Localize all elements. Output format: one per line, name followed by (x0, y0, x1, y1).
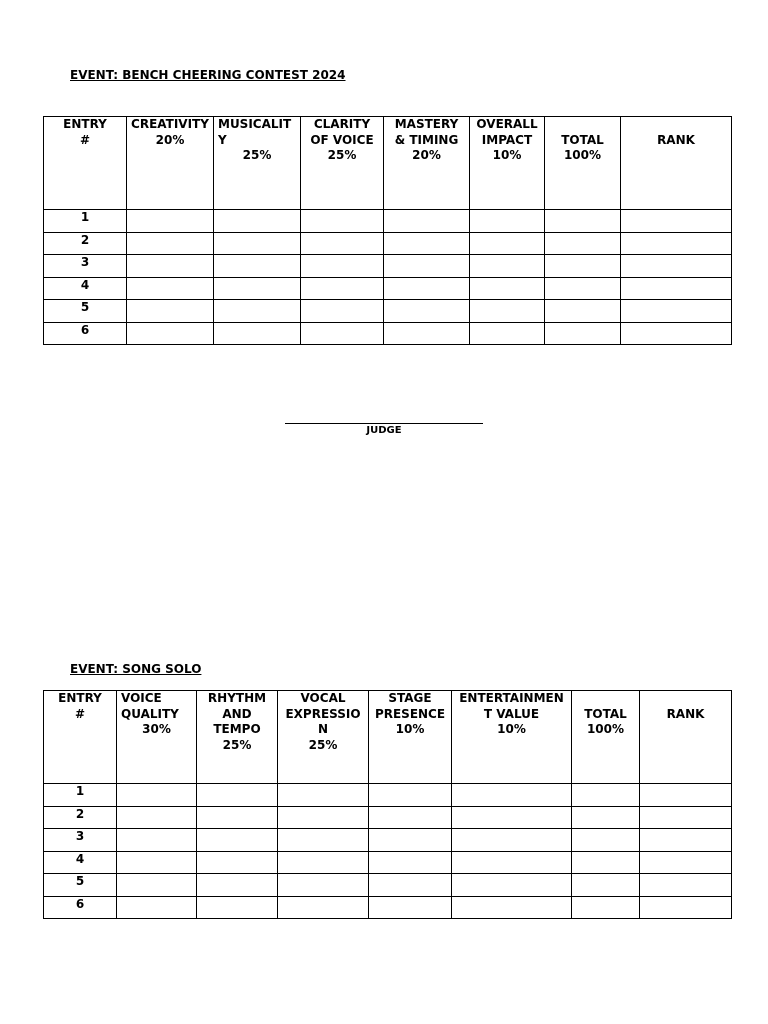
column-header-line: 25% (308, 737, 338, 752)
score-cell[interactable] (278, 851, 369, 874)
score-cell[interactable] (214, 322, 301, 345)
entry-number: 3 (44, 829, 117, 852)
table-row (44, 874, 732, 897)
score-cell[interactable] (384, 210, 470, 233)
score-cell[interactable] (369, 851, 452, 874)
entry-number: 6 (44, 322, 127, 345)
score-cell[interactable] (470, 277, 545, 300)
column-header (470, 117, 545, 210)
column-header-line: # (79, 132, 91, 147)
column-header-line: 20% (412, 148, 441, 162)
score-cell[interactable] (470, 322, 545, 345)
column-header-line: CREATIVITY (131, 117, 209, 131)
score-table-bench-cheering (43, 116, 732, 345)
column-header (572, 691, 640, 784)
column-header-line: RANK (666, 706, 705, 721)
column-header-line: VOCAL (300, 691, 346, 705)
column-header (452, 691, 572, 784)
column-header-line: T VALUE (483, 706, 540, 721)
score-cell[interactable] (545, 255, 621, 278)
entry-number: 5 (44, 874, 117, 897)
table-header-row (44, 117, 732, 210)
column-header (301, 117, 384, 210)
column-header-line: CLARITY (313, 117, 371, 131)
column-header-line: 10% (492, 148, 522, 162)
entry-number: 1 (44, 210, 127, 233)
score-cell[interactable] (301, 322, 384, 345)
column-header-line: TEMPO (213, 722, 261, 736)
score-cell[interactable] (117, 874, 197, 897)
column-header-line: 100% (586, 722, 625, 736)
score-cell[interactable] (278, 784, 369, 807)
score-cell[interactable] (369, 829, 452, 852)
score-table-song-solo (43, 690, 732, 919)
score-cell[interactable] (301, 300, 384, 323)
score-cell[interactable] (470, 255, 545, 278)
score-cell[interactable] (470, 300, 545, 323)
score-cell[interactable] (572, 784, 640, 807)
score-cell[interactable] (214, 277, 301, 300)
score-cell[interactable] (214, 210, 301, 233)
column-header-line: EXPRESSIO (285, 706, 361, 721)
column-header (545, 117, 621, 210)
score-cell[interactable] (384, 232, 470, 255)
column-header-line: TOTAL (584, 706, 627, 721)
score-cell[interactable] (117, 784, 197, 807)
table-row (44, 232, 732, 255)
score-cell[interactable] (640, 851, 732, 874)
score-cell[interactable] (621, 232, 732, 255)
score-cell[interactable] (572, 896, 640, 919)
column-header (278, 691, 369, 784)
entry-number: 1 (44, 784, 117, 807)
table-row (44, 806, 732, 829)
score-cell[interactable] (369, 806, 452, 829)
column-header-line: ENTERTAINMEN (459, 691, 564, 705)
column-header-line: STAGE (388, 691, 432, 705)
score-cell[interactable] (197, 851, 278, 874)
entry-number: 4 (44, 851, 117, 874)
score-cell[interactable] (572, 851, 640, 874)
score-cell[interactable] (621, 255, 732, 278)
column-header-line: MASTERY (394, 117, 459, 131)
judge-signature-line (285, 408, 483, 424)
score-cell[interactable] (621, 300, 732, 323)
score-cell[interactable] (369, 874, 452, 897)
score-cell[interactable] (545, 232, 621, 255)
score-cell[interactable] (621, 210, 732, 233)
column-header (127, 117, 214, 210)
table-row (44, 277, 732, 300)
column-header-line: OF VOICE (310, 132, 374, 147)
column-header (640, 691, 732, 784)
score-cell[interactable] (384, 322, 470, 345)
score-cell[interactable] (545, 322, 621, 345)
score-cell[interactable] (197, 874, 278, 897)
column-header-line: ENTRY (58, 691, 102, 705)
score-cell[interactable] (117, 829, 197, 852)
column-header-line: N (317, 722, 329, 736)
column-header-line: RANK (657, 132, 695, 147)
entry-number: 3 (44, 255, 127, 278)
score-cell[interactable] (452, 829, 572, 852)
score-cell[interactable] (640, 874, 732, 897)
column-header (384, 117, 470, 210)
score-cell[interactable] (301, 277, 384, 300)
score-cell[interactable] (127, 322, 214, 345)
score-cell[interactable] (117, 896, 197, 919)
score-cell[interactable] (572, 829, 640, 852)
score-cell[interactable] (278, 874, 369, 897)
score-cell[interactable] (214, 232, 301, 255)
score-cell[interactable] (127, 255, 214, 278)
score-cell[interactable] (301, 210, 384, 233)
column-header-line: ENTRY (63, 117, 107, 131)
column-header-line: AND (222, 706, 252, 721)
column-header-line: VOICE (121, 691, 162, 705)
entry-number: 4 (44, 277, 127, 300)
column-header (44, 691, 117, 784)
column-header (621, 117, 732, 210)
table-row (44, 851, 732, 874)
column-header (369, 691, 452, 784)
column-header-line: & TIMING (394, 132, 459, 147)
score-cell[interactable] (384, 255, 470, 278)
table-row (44, 829, 732, 852)
score-cell[interactable] (470, 210, 545, 233)
score-cell[interactable] (301, 232, 384, 255)
score-cell[interactable] (369, 784, 452, 807)
column-header-line: MUSICALIT (218, 117, 292, 131)
score-cell[interactable] (127, 300, 214, 323)
column-header-line: PRESENCE (374, 706, 446, 721)
entry-number: 5 (44, 300, 127, 323)
score-cell[interactable] (640, 829, 732, 852)
score-cell[interactable] (369, 896, 452, 919)
score-cell[interactable] (127, 210, 214, 233)
column-header (214, 117, 301, 210)
column-header-line: 20% (155, 132, 185, 147)
column-header (117, 691, 197, 784)
judge-signature (285, 408, 483, 436)
table-row (44, 322, 732, 345)
event-title-song-solo: EVENT: SONG SOLO (70, 662, 202, 676)
score-cell[interactable] (452, 806, 572, 829)
score-cell[interactable] (278, 806, 369, 829)
table-row (44, 255, 732, 278)
score-cell[interactable] (452, 874, 572, 897)
score-cell[interactable] (197, 806, 278, 829)
score-cell[interactable] (117, 851, 197, 874)
column-header-line: QUALITY (121, 706, 179, 721)
score-cell[interactable] (621, 322, 732, 345)
column-header-line: # (74, 706, 86, 721)
column-header-line: 30% (142, 722, 171, 736)
column-header-line: 100% (563, 148, 602, 162)
table-header-row (44, 691, 732, 784)
column-header-line: OVERALL (476, 117, 538, 131)
table-row (44, 300, 732, 323)
score-cell[interactable] (127, 277, 214, 300)
score-cell[interactable] (384, 300, 470, 323)
score-cell[interactable] (197, 896, 278, 919)
score-cell[interactable] (621, 277, 732, 300)
score-cell[interactable] (278, 896, 369, 919)
table-row (44, 210, 732, 233)
score-cell[interactable] (214, 255, 301, 278)
score-cell[interactable] (197, 784, 278, 807)
column-header (197, 691, 278, 784)
score-cell[interactable] (452, 896, 572, 919)
score-cell[interactable] (117, 806, 197, 829)
score-cell[interactable] (640, 896, 732, 919)
score-cell[interactable] (572, 806, 640, 829)
column-header-line: 10% (497, 722, 526, 736)
column-header-line: 25% (222, 737, 252, 752)
score-cell[interactable] (452, 784, 572, 807)
score-cell[interactable] (127, 232, 214, 255)
column-header-line: 25% (242, 148, 272, 162)
score-cell[interactable] (545, 300, 621, 323)
score-cell[interactable] (301, 255, 384, 278)
table-row (44, 896, 732, 919)
entry-number: 2 (44, 232, 127, 255)
score-cell[interactable] (572, 874, 640, 897)
table-row (44, 784, 732, 807)
score-cell[interactable] (640, 806, 732, 829)
score-cell[interactable] (640, 784, 732, 807)
column-header-line: 10% (395, 722, 425, 736)
score-cell[interactable] (278, 829, 369, 852)
column-header-line: IMPACT (481, 132, 533, 147)
score-cell[interactable] (470, 232, 545, 255)
score-cell[interactable] (214, 300, 301, 323)
score-cell[interactable] (384, 277, 470, 300)
judge-label: JUDGE (366, 425, 402, 436)
column-header (44, 117, 127, 210)
column-header-line: 25% (327, 148, 357, 162)
score-cell[interactable] (545, 277, 621, 300)
score-cell[interactable] (545, 210, 621, 233)
entry-number: 6 (44, 896, 117, 919)
column-header-line: RHYTHM (207, 691, 267, 705)
column-header-line: TOTAL (561, 132, 604, 147)
event-title-bench-cheering: EVENT: BENCH CHEERING CONTEST 2024 (70, 68, 346, 82)
entry-number: 2 (44, 806, 117, 829)
column-header-line: Y (218, 132, 227, 147)
score-cell[interactable] (197, 829, 278, 852)
score-cell[interactable] (452, 851, 572, 874)
